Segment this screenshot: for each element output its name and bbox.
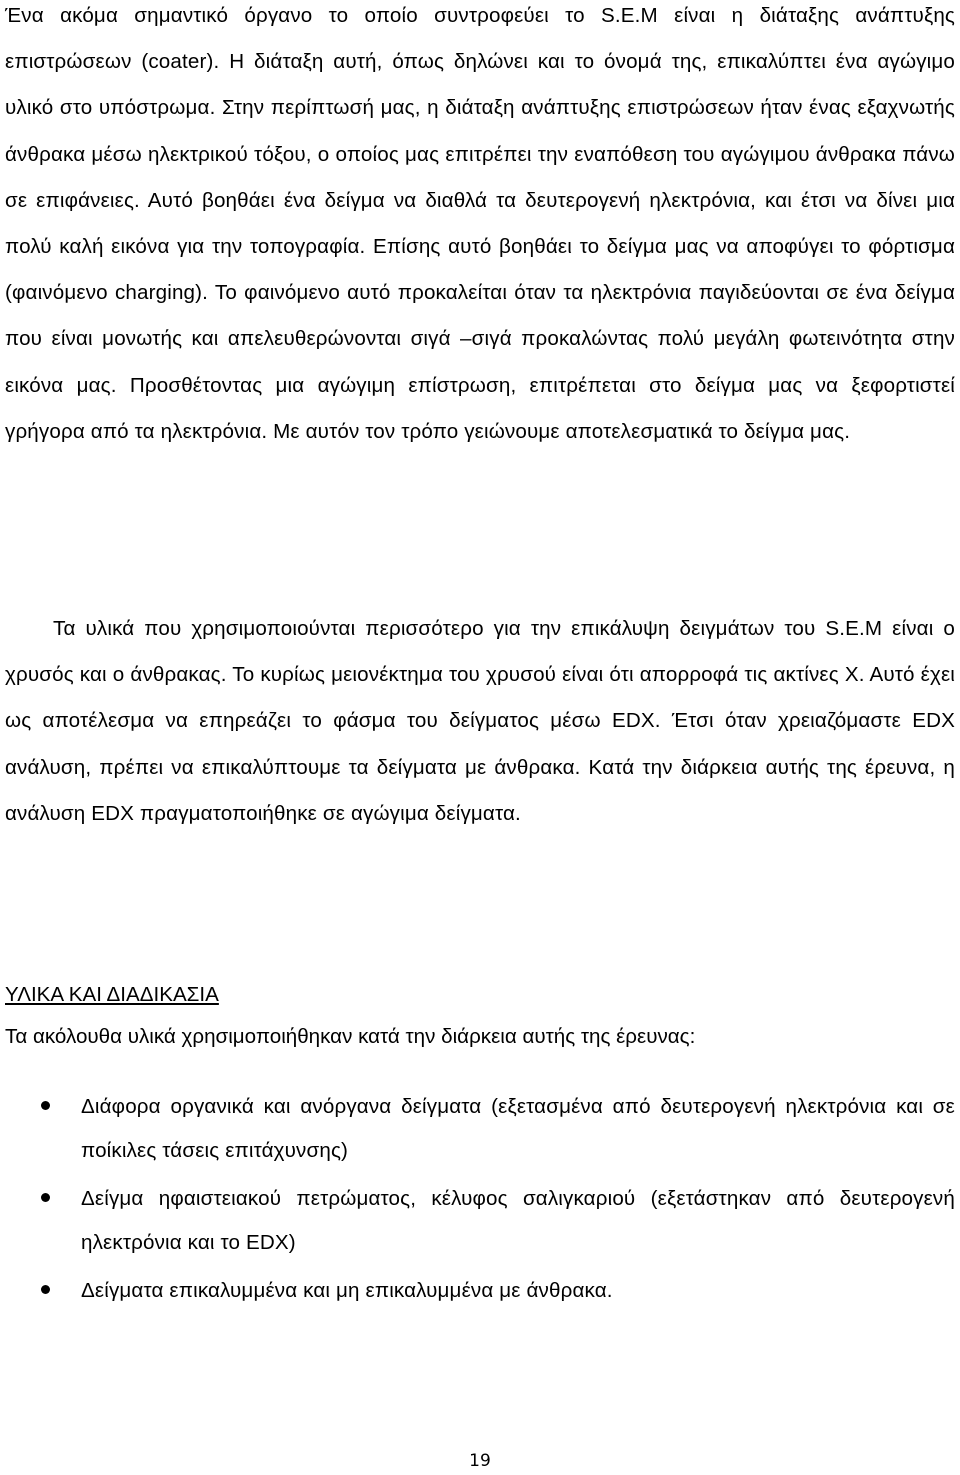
list-item — [5, 1269, 955, 1313]
bullet-icon — [41, 1101, 50, 1110]
materials-intro: Τα ακόλουθα υλικά χρησιμοποιήθηκαν κατά την διάρκεια αυτής της έρευνας: — [5, 1025, 696, 1048]
list-item-text: Διάφορα οργανικά και ανόργανα δείγματα (εξετασμένα από δευτερογενή ηλεκτρόνια και σε ποίκιλες τάσεις επιτάχυνσης) — [81, 1095, 955, 1162]
page-number: 19 — [469, 1451, 491, 1471]
list-item — [5, 1085, 955, 1173]
paragraph-coater: Ένα ακόμα σημαντικό όργανο το οποίο συντροφεύει το S.E.M είναι η διάταξης ανάπτυξης επιστρώσεων (coater). Η διάταξη αυτή, όπως δηλώνει και το όνομά της, επικαλύπτει ένα αγώγιμο υλικό στο υπόστρωμα. Στην περίπτωσή μας, η διάταξη ανάπτυξης επιστρώσεων ήταν ένας εξαχνωτής άνθρακα μέσω ηλεκτρικού τόξου, ο οποίος μας επιτρέπει την εναπόθεση του αγώγιμου άνθρακα πάνω σε επιφάνειες. Αυτό βοηθάει ένα δείγμα να διαθλά τα δευτερογενή ηλεκτρόνια, και έτσι να δίνει μια πολύ καλή εικόνα για την τοπογραφία. Επίσης αυτό βοηθάει το δείγμα μας να αποφύγει το φόρτισμα (φαινόμενο charging). Το φαινόμενο αυτό προκαλείται όταν τα ηλεκτρόνια παγιδεύονται σε ένα δείγμα που είναι μονωτής και απελευθερώνονται σιγά –σιγά προκαλώντας πολύ μεγάλη φωτεινότητα στην εικόνα μας. Προσθέτοντας μια αγώγιμη επίστρωση, επιτρέπεται στο δείγμα μας να ξεφορτιστεί γρήγορα από τα ηλεκτρόνια. Με αυτόν τον τρόπο γειώνουμε αποτελεσματικά το δείγμα μας. — [5, 4, 955, 443]
bullet-icon — [41, 1285, 50, 1294]
list-item — [5, 1177, 955, 1265]
list-item-text: Δείγματα επικαλυμμένα και μη επικαλυμμένα με άνθρακα. — [81, 1279, 613, 1302]
list-item-text: Δείγμα ηφαιστειακού πετρώματος, κέλυφος σαλιγκαριού (εξετάστηκαν από δευτερογενή ηλεκτρόνια και το EDX) — [81, 1187, 955, 1254]
paragraph-coating-materials: Τα υλικά που χρησιμοποιούνται περισσότερο για την επικάλυψη δειγμάτων του S.E.M είναι ο χρυσός και ο άνθρακας. Το κυρίως μειονέκτημα του χρυσού είναι ότι απορροφά τις ακτίνες Χ. Αυτό έχει ως αποτέλεσμα να επηρεάζει το φάσμα του δείγματος μέσω EDX. Έτσι όταν χρειαζόμαστε EDX ανάλυση, πρέπει να επικαλύπτουμε τα δείγματα με άνθρακα. Κατά την διάρκεια αυτής της έρευνα, η ανάλυση EDX πραγματοποιήθηκε σε αγώγιμα δείγματα. — [5, 617, 955, 825]
section-heading: ΥΛΙΚΑ ΚΑΙ ΔΙΑΔΙΚΑΣΙΑ — [5, 983, 219, 1006]
bullet-icon — [41, 1193, 50, 1202]
materials-list — [5, 1085, 955, 1313]
